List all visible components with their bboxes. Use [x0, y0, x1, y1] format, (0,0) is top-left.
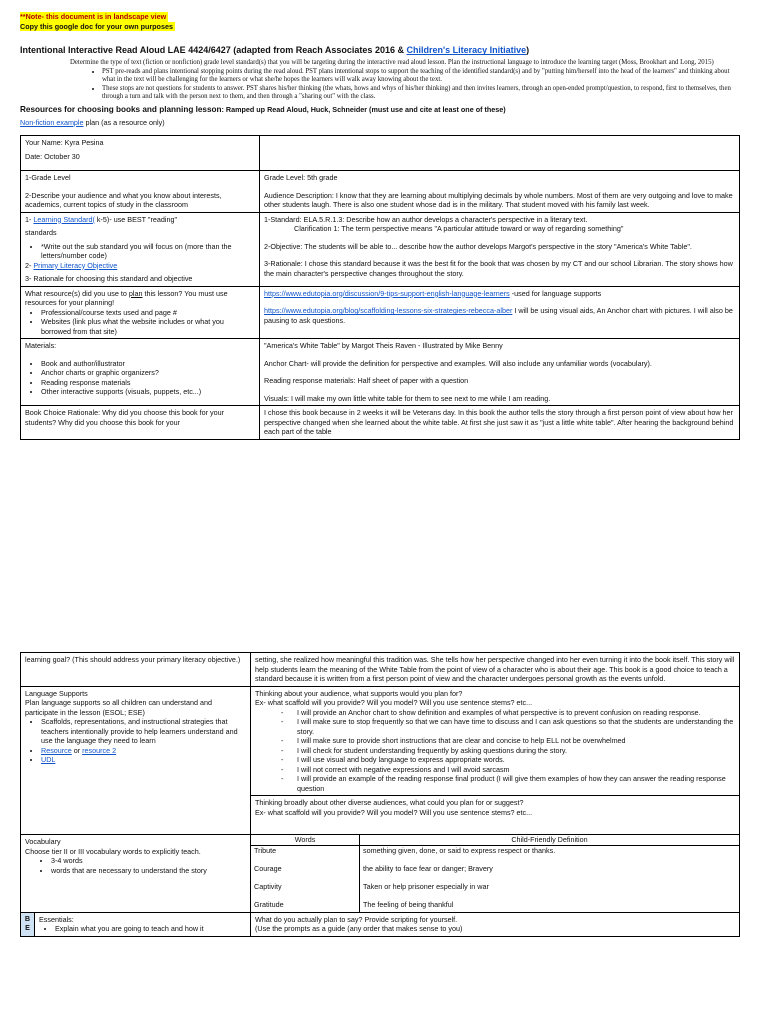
planned-support: - I will use visual and body language to express appropriate words.	[297, 755, 735, 765]
resources-heading-rest: : Ramped up Read Aloud, Huck, Schneider (must use and cite at least one of these)	[221, 104, 506, 114]
resource-1-note: -used for language supports	[509, 288, 602, 298]
vocabulary-value-cell	[251, 835, 740, 913]
audience-description: Audience Description: I know that they are learning about multiplying decimals by whole numbers. Most of them are very outgoing and love to make other students laugh. There is also one student whose dad is in the military. That student moved with his family last week.	[264, 190, 733, 210]
planned-support: - I will check for student understanding frequently by asking questions during the story.	[297, 746, 735, 756]
rationale-label: 3- Rationale for choosing this standard and objective	[25, 274, 193, 284]
grade-audience-label-cell	[21, 171, 260, 213]
vocabulary-bullet: • 3-4 words	[51, 856, 246, 866]
vocabulary-label-cell	[21, 835, 251, 913]
scaffolding-lessons-link[interactable]: https://www.edutopia.org/blog/scaffolding-lessons-six-strategies-rebecca-alber	[264, 306, 513, 316]
grade-level-label: 1-Grade Level	[25, 173, 71, 183]
nonfiction-example-link[interactable]: Non-fiction example	[20, 117, 84, 127]
resource-or: or	[71, 745, 83, 755]
essentials-label: Essentials:	[39, 914, 74, 924]
book-choice-rationale-continued: setting, she realized how meaningful this tradition was. She tells how her perspective changed into her even turning it into the book itself. This story will help students learn the meaning of the White Table from the point of view of a character who is about their age. This book is a good choice to teach a standard because it is written from a first person point of view and the character undergoes personal growth as the events unfold.	[255, 655, 735, 683]
resource-2-link[interactable]: resource 2	[82, 745, 117, 755]
your-name: Your Name: Kyra Pesina	[25, 138, 104, 148]
definition-header: Child-Friendly Definition	[360, 835, 739, 845]
language-supports-bullet: • Scaffolds, representations, and instructional strategies that teachers intentionally provide to help learners understand and use the language they need to learn	[41, 717, 246, 746]
objective-label	[25, 261, 255, 271]
vocabulary-desc: Choose tier II or III vocabulary words to explicitly teach.	[25, 846, 201, 856]
resource-2-note: I will be using visual aids, An Anchor chart with pictures. I will also be pausing to ask questions.	[264, 306, 733, 325]
intro-bullet: • These stops are not questions for students to answer. PST shares his/her thinking (the whats, hows and whys of his/her thinking) and then invites learners, through an open-ended prompt/question, to respond, first to themselves, then through a turn and talk with the person next to them, and then through a "sharing out" with the class.	[102, 85, 740, 102]
language-supports-desc: Plan language supports so all children can understand and participate in the lesson (ESOL; ESE)	[25, 698, 213, 717]
standard-bullets	[25, 242, 255, 261]
anchor-chart-plan: Anchor Chart- will provide the definition for perspective and examples. Will also include any unfamiliar words (vocabulary).	[264, 358, 652, 368]
learning-goal-label: learning goal? (This should address your primary literacy objective.)	[25, 655, 241, 664]
audience-supports-example: Ex- what scaffold will you provide? Will you model? Will you use sentence stems? etc...	[255, 698, 533, 707]
note-banner	[20, 12, 740, 31]
nonfiction-line	[20, 118, 740, 128]
table-row	[21, 912, 740, 936]
lesson-date: Date: October 30	[25, 151, 80, 161]
landscape-note: **Note- this document is in landscape view	[20, 12, 167, 21]
table-row	[21, 406, 740, 440]
continued-value-cell	[251, 653, 740, 687]
vocab-definition: something given, done, or said to express respect or thanks.	[363, 845, 556, 855]
resource-link[interactable]: Resource	[41, 745, 72, 755]
clarification-value: Clarification 1: The term perspective means "A particular attitude toward or way of regarding something"	[294, 224, 624, 234]
std-label-prefix: 1-	[25, 214, 34, 224]
document-page-2	[20, 652, 740, 1024]
planned-support: - I will make sure to provide short instructions that are clear and concise to help ELL not be overwhelmed	[297, 736, 735, 746]
diverse-audiences-example: Ex- what scaffold will you provide? Will you model? Will you use sentence stems? etc...	[255, 807, 533, 817]
planned-supports-list	[255, 708, 735, 794]
materials-bullet: • Other interactive supports (visuals, puppets, etc...)	[41, 387, 255, 397]
book-choice-value-cell	[260, 406, 740, 440]
std-label-suffix: k-5)- use BEST "reading"	[94, 214, 178, 224]
audience-supports-question: Thinking about your audience, what supports would you plan for?	[255, 688, 463, 698]
rationale-value: 3-Rationale: I chose this standard because it was the best fit for the book that was chosen by my CT and our school Librarian. The story shows how the main character's perspective changes throughout the story.	[264, 259, 733, 278]
planned-support: - I will not correct with negative expressions and I will avoid sarcasm	[297, 765, 735, 775]
vocab-word: Tribute	[251, 845, 360, 864]
essentials-bullet: • Explain what you are going to teach and how it	[55, 924, 246, 934]
udl-item	[41, 755, 246, 765]
copy-note: Copy this google doc for your own purposes	[20, 21, 173, 31]
grade-audience-value-cell	[260, 171, 740, 213]
objective-value: 2-Objective: The students will be able to... describe how the author develops Margot's perspective in the story "America's White Table".	[264, 241, 692, 251]
audience-label: 2-Describe your audience and what you know about interests, academics, current topics of study in the classroom	[25, 190, 222, 210]
marker-letter-b: B	[24, 913, 31, 923]
resources-heading-text: Resources for choosing books and planning lesson	[20, 104, 222, 114]
materials-bullet: • Reading response materials	[41, 378, 255, 388]
lesson-plan-table	[20, 135, 740, 440]
planned-support: - I will provide an Anchor chart to show definition and examples of what perspective is to prevent confusion on reading response.	[297, 708, 735, 718]
scripting-guide: (Use the prompts as a guide (any order that makes sense to you)	[255, 924, 463, 933]
materials-value-cell	[260, 339, 740, 406]
marker-letter-e: E	[25, 923, 30, 932]
vocab-word: Captivity	[251, 882, 360, 900]
materials-bullet: • Anchor charts or graphic organizers?	[41, 368, 255, 378]
intro-bullets	[88, 68, 740, 102]
language-supports-value-cell	[251, 686, 740, 796]
primary-literacy-objective-link[interactable]: Primary Literacy Objective	[33, 260, 118, 270]
language-resource-links	[41, 746, 246, 756]
essentials-bullets	[39, 924, 246, 934]
language-supports-bullets	[25, 717, 246, 765]
standards-word: standards	[25, 228, 57, 238]
vocabulary-row	[251, 845, 739, 864]
diverse-audiences-cell	[251, 796, 740, 835]
resources-bullet: • Websites (link plus what the website includes or what you borrowed from that site)	[41, 317, 255, 336]
title-text: Intentional Interactive Read Aloud LAE 4424/6427 (adapted from Reach Associates 2016 &	[20, 45, 404, 56]
nonfiction-line-rest: plan (as a resource only)	[83, 117, 165, 127]
grade-level-value: Grade Level: 5th grade	[264, 173, 338, 183]
resources-value-cell	[260, 286, 740, 339]
essentials-value-cell	[251, 912, 740, 936]
intro-paragraph: Determine the type of text (fiction or nonfiction) grade level standard(s) that you will be targeting during the interactive read aloud lesson. Plan the instructional language to introduce the learning target (Moss, Brookhart and Long, 2015)	[70, 59, 714, 67]
learning-standard-link[interactable]: Learning Standard(	[33, 214, 95, 224]
standard-value: 1-Standard: ELA.5.R.1.3: Describe how an author develops a character's perspective in a literary text.	[264, 214, 588, 224]
resources-bullet: • Professional/course texts used and page #	[41, 308, 255, 318]
document-page-1	[20, 12, 740, 440]
words-header: Words	[251, 835, 360, 845]
table-row	[21, 136, 740, 171]
vocabulary-bullet: • words that are necessary to understand the story	[51, 866, 246, 876]
document-title	[20, 45, 740, 57]
lesson-plan-table-continued	[20, 652, 740, 937]
table-row	[21, 171, 740, 213]
ell-tips-link[interactable]: https://www.edutopia.org/discussion/9-tips-support-english-language-learners	[264, 288, 510, 298]
visuals-plan: Visuals: I will make my own little white table for them to see next to me while I am reading.	[264, 393, 551, 403]
resource-1	[264, 289, 735, 299]
resources-label-suffix: this lesson? You must use resources for your planning!	[25, 288, 228, 308]
resource-2	[264, 306, 735, 325]
vocabulary-table	[251, 835, 739, 912]
resources-label-prefix: What resource(s) did you use to	[25, 288, 129, 298]
vocab-definition: the ability to face fear or danger; Bravery	[363, 863, 493, 873]
planned-support: - I will provide an example of the reading response final product (I will give them examples of how they can answer the reading response question	[297, 774, 735, 793]
reading-response-materials: Reading response materials: Half sheet of paper with a question	[264, 376, 469, 386]
scripting-question: What do you actually plan to say? Provide scripting for yourself.	[255, 914, 458, 924]
intro-bullet: • PST pre-reads and plans intentional stopping points during the read aloud. PST plans intentional stops to support the teaching of the identified standard(s) and by "putting him/herself into the head of the learners" and thinking about what in the text will be challenging for the learners or what she/he hopes the learners will walk away knowing about the text.	[102, 68, 740, 85]
before-reading-marker	[21, 912, 35, 936]
materials-bullet: • Book and author/illustrator	[41, 359, 255, 369]
vocabulary-label: Vocabulary	[25, 837, 61, 846]
vocab-definition: The feeling of being thankful	[363, 899, 454, 909]
vocabulary-bullets	[25, 856, 246, 875]
table-row	[21, 653, 740, 687]
vocabulary-row	[251, 864, 739, 882]
vocab-word: Gratitude	[251, 900, 360, 912]
vocab-word: Courage	[251, 864, 360, 882]
vocabulary-row	[251, 900, 739, 912]
materials-label: Materials:	[25, 341, 57, 351]
standard-value-cell	[260, 212, 740, 286]
planned-support: - I will make sure to stop frequently so that we can have time to discuss and I can ask questions so that the students are understanding the story.	[297, 717, 735, 736]
resources-label-cell	[21, 286, 260, 339]
vocabulary-header-row	[251, 835, 739, 845]
standard-bullet: • *Write out the sub standard you will focus on (more than the letters/number code)	[41, 242, 255, 261]
vocab-definition: Taken or help prisoner especially in war	[363, 881, 489, 891]
title-end: )	[526, 45, 530, 56]
standard-label-cell	[21, 212, 260, 286]
resources-heading	[20, 105, 740, 116]
book-choice-label: Book Choice Rationale: Why did you choose this book for your students? Why did you choose this book for your	[25, 408, 224, 427]
language-supports-label: Language Supports	[25, 688, 88, 698]
objective-label-prefix: 2-	[25, 260, 34, 270]
continued-label-cell	[21, 653, 251, 687]
book-choice-label-cell	[21, 406, 260, 440]
table-row	[21, 339, 740, 406]
table-row	[21, 212, 740, 286]
vocabulary-row	[251, 882, 739, 900]
name-date-value-cell	[260, 136, 740, 171]
resources-label-plan: plan	[128, 288, 143, 298]
name-date-cell	[21, 136, 260, 171]
learning-standard-label	[25, 215, 255, 225]
resources-label	[25, 289, 255, 308]
resources-bullets	[25, 308, 255, 337]
table-row	[21, 835, 740, 913]
table-row	[21, 686, 740, 796]
childrens-literacy-initiative-link[interactable]: Children's Literacy Initiative	[406, 45, 527, 56]
page-break	[0, 628, 768, 646]
udl-link[interactable]: UDL	[41, 755, 56, 764]
essentials-label-cell	[35, 912, 251, 936]
book-and-author: "America's White Table" by Margot Theis Raven - Illustrated by Mike Benny	[264, 341, 503, 351]
materials-label-cell	[21, 339, 260, 406]
diverse-audiences-question: Thinking broadly about other diverse audiences, what could you plan for or suggest?	[255, 798, 524, 807]
book-choice-rationale: I chose this book because in 2 weeks it will be Veterans day. In this book the author tells the story through a first person point of view about how her perspective changed when she learned about the white table. At first she just saw it as "just a little white table". After hearing the background behind each part of the table	[264, 408, 734, 437]
table-row	[21, 286, 740, 339]
language-supports-label-cell	[21, 686, 251, 835]
materials-bullets	[25, 359, 255, 397]
